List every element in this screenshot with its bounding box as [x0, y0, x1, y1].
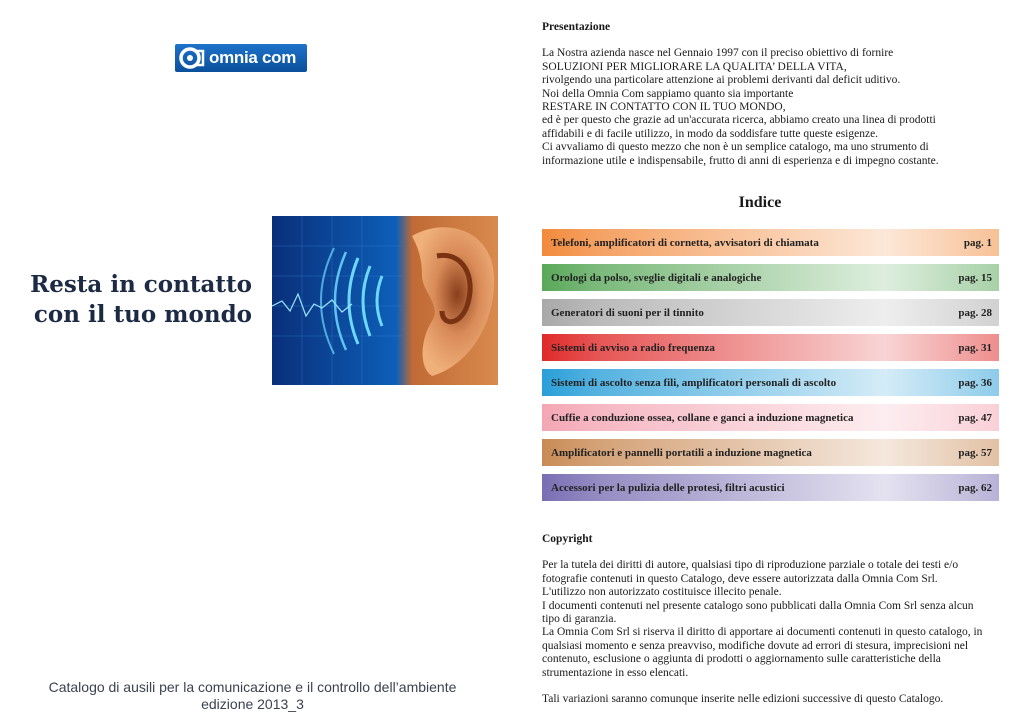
- toc-item-label: Sistemi di ascolto senza fili, amplificatori personali di ascolto: [551, 376, 837, 389]
- copyright-heading: Copyright: [542, 533, 593, 545]
- catalog-footer: [10, 679, 495, 713]
- toc-item-sistemi-avviso[interactable]: [542, 334, 999, 361]
- text-line: contenuto, esclusione o aggiunta di prodotti o aggiornamento sulle caratteristiche della: [542, 653, 941, 666]
- logo-text: omnia com: [209, 48, 297, 67]
- toc-item-label: Telefoni, amplificatori di cornetta, avvisatori di chiamata: [551, 236, 819, 249]
- toc-item-telefoni[interactable]: [542, 229, 999, 256]
- catalog-footer-line-2: edizione 2013_3: [201, 696, 304, 712]
- text-line: I documenti contenuti nel presente catalogo sono pubblicati dalla Omnia Com Srl senza alcun: [542, 599, 974, 612]
- ear-sound-wave-image: [272, 216, 498, 385]
- headline-line-1: Resta in contatto: [30, 271, 252, 298]
- toc-item-label: Cuffie a conduzione ossea, collane e ganci a induzione magnetica: [551, 411, 854, 424]
- toc-item-label: Sistemi di avviso a radio frequenza: [551, 341, 715, 354]
- text-line: La Nostra azienda nasce nel Gennaio 1997 con il preciso obiettivo di fornire: [542, 47, 894, 60]
- company-logo: [175, 44, 307, 72]
- presentazione-section: [542, 21, 1012, 168]
- toc-item-accessori[interactable]: [542, 474, 999, 501]
- index-title: Indice: [738, 194, 782, 211]
- text-line: L'utilizzo non autorizzato costituisce illecito penale.: [542, 586, 782, 599]
- presentazione-heading: Presentazione: [542, 21, 611, 33]
- toc-item-label: Amplificatori e pannelli portatili a induzione magnetica: [551, 446, 812, 459]
- catalog-footer-line-1: Catalogo di ausili per la comunicazione e il controllo dell’ambiente: [48, 679, 457, 695]
- toc-item-page: pag. 31: [958, 341, 992, 354]
- text-line: ed è per questo che grazie ad un'accurata ricerca, abbiamo creato una linea di prodotti: [542, 114, 936, 127]
- toc-item-page: pag. 1: [963, 236, 992, 249]
- text-line: qualsiasi momento e senza preavviso, modifiche dovute ad errori di stesura, imprecisioni nel: [542, 639, 969, 652]
- presentazione-text: [542, 47, 1012, 168]
- text-line: Ci avvaliamo di questo mezzo che non è un semplice catalogo, ma uno strumento di: [542, 141, 929, 154]
- toc-item-label: Accessori per la pulizia delle protesi, filtri acustici: [551, 481, 785, 494]
- toc-item-cuffie[interactable]: [542, 404, 999, 431]
- text-line: Noi della Omnia Com sappiamo quanto sia importante: [542, 87, 794, 100]
- text-line: rivolgendo una particolare attenzione ai problemi derivanti dal deficit uditivo.: [542, 74, 901, 87]
- headline-line-2: con il tuo mondo: [33, 301, 252, 328]
- toc-item-page: pag. 62: [958, 481, 992, 494]
- toc-item-label: Generatori di suoni per il tinnito: [551, 306, 704, 319]
- logo-mark-icon: [179, 47, 205, 69]
- toc-item-orologi[interactable]: [542, 264, 999, 291]
- text-line: RESTARE IN CONTATTO CON IL TUO MONDO,: [542, 101, 786, 114]
- copyright-closing: Tali variazioni saranno comunque inserite nelle edizioni successive di questo Catalogo.: [542, 693, 944, 706]
- text-line: Per la tutela dei diritti di autore, qualsiasi tipo di riproduzione parziale o totale dei testi e/o: [542, 559, 959, 572]
- toc-item-page: pag. 15: [958, 271, 992, 284]
- text-line: strumentazione in esso elencati.: [542, 666, 689, 679]
- copyright-section: [542, 533, 1012, 706]
- text-line: SOLUZIONI PER MIGLIORARE LA QUALITA’ DELLA VITA,: [542, 60, 847, 73]
- headline: [20, 270, 252, 330]
- toc-item-sistemi-ascolto[interactable]: [542, 369, 999, 396]
- toc-item-page: pag. 28: [958, 306, 992, 319]
- text-line: tipo di garanzia.: [542, 613, 617, 626]
- toc-item-amplificatori[interactable]: [542, 439, 999, 466]
- toc-item-page: pag. 47: [958, 411, 992, 424]
- text-line: fotografie contenuti in questo Catalogo, deve essere autorizzata dalla Omnia Com Srl.: [542, 572, 938, 585]
- toc-item-page: pag. 57: [958, 446, 992, 459]
- toc-item-label: Orologi da polso, sveglie digitali e analogiche: [551, 271, 762, 284]
- text-line: La Omnia Com Srl si riserva il diritto di apportare ai documenti contenuti in questo catalogo, in: [542, 626, 983, 639]
- toc-item-page: pag. 36: [958, 376, 992, 389]
- text-line: affidabili e di facile utilizzo, in modo da soddisfare tutte queste esigenze.: [542, 127, 879, 140]
- text-line: informazione utile e indispensabile, frutto di anni di esperienza e di impegno costante.: [542, 154, 939, 167]
- toc-item-generatori[interactable]: [542, 299, 999, 326]
- copyright-text: [542, 559, 1012, 680]
